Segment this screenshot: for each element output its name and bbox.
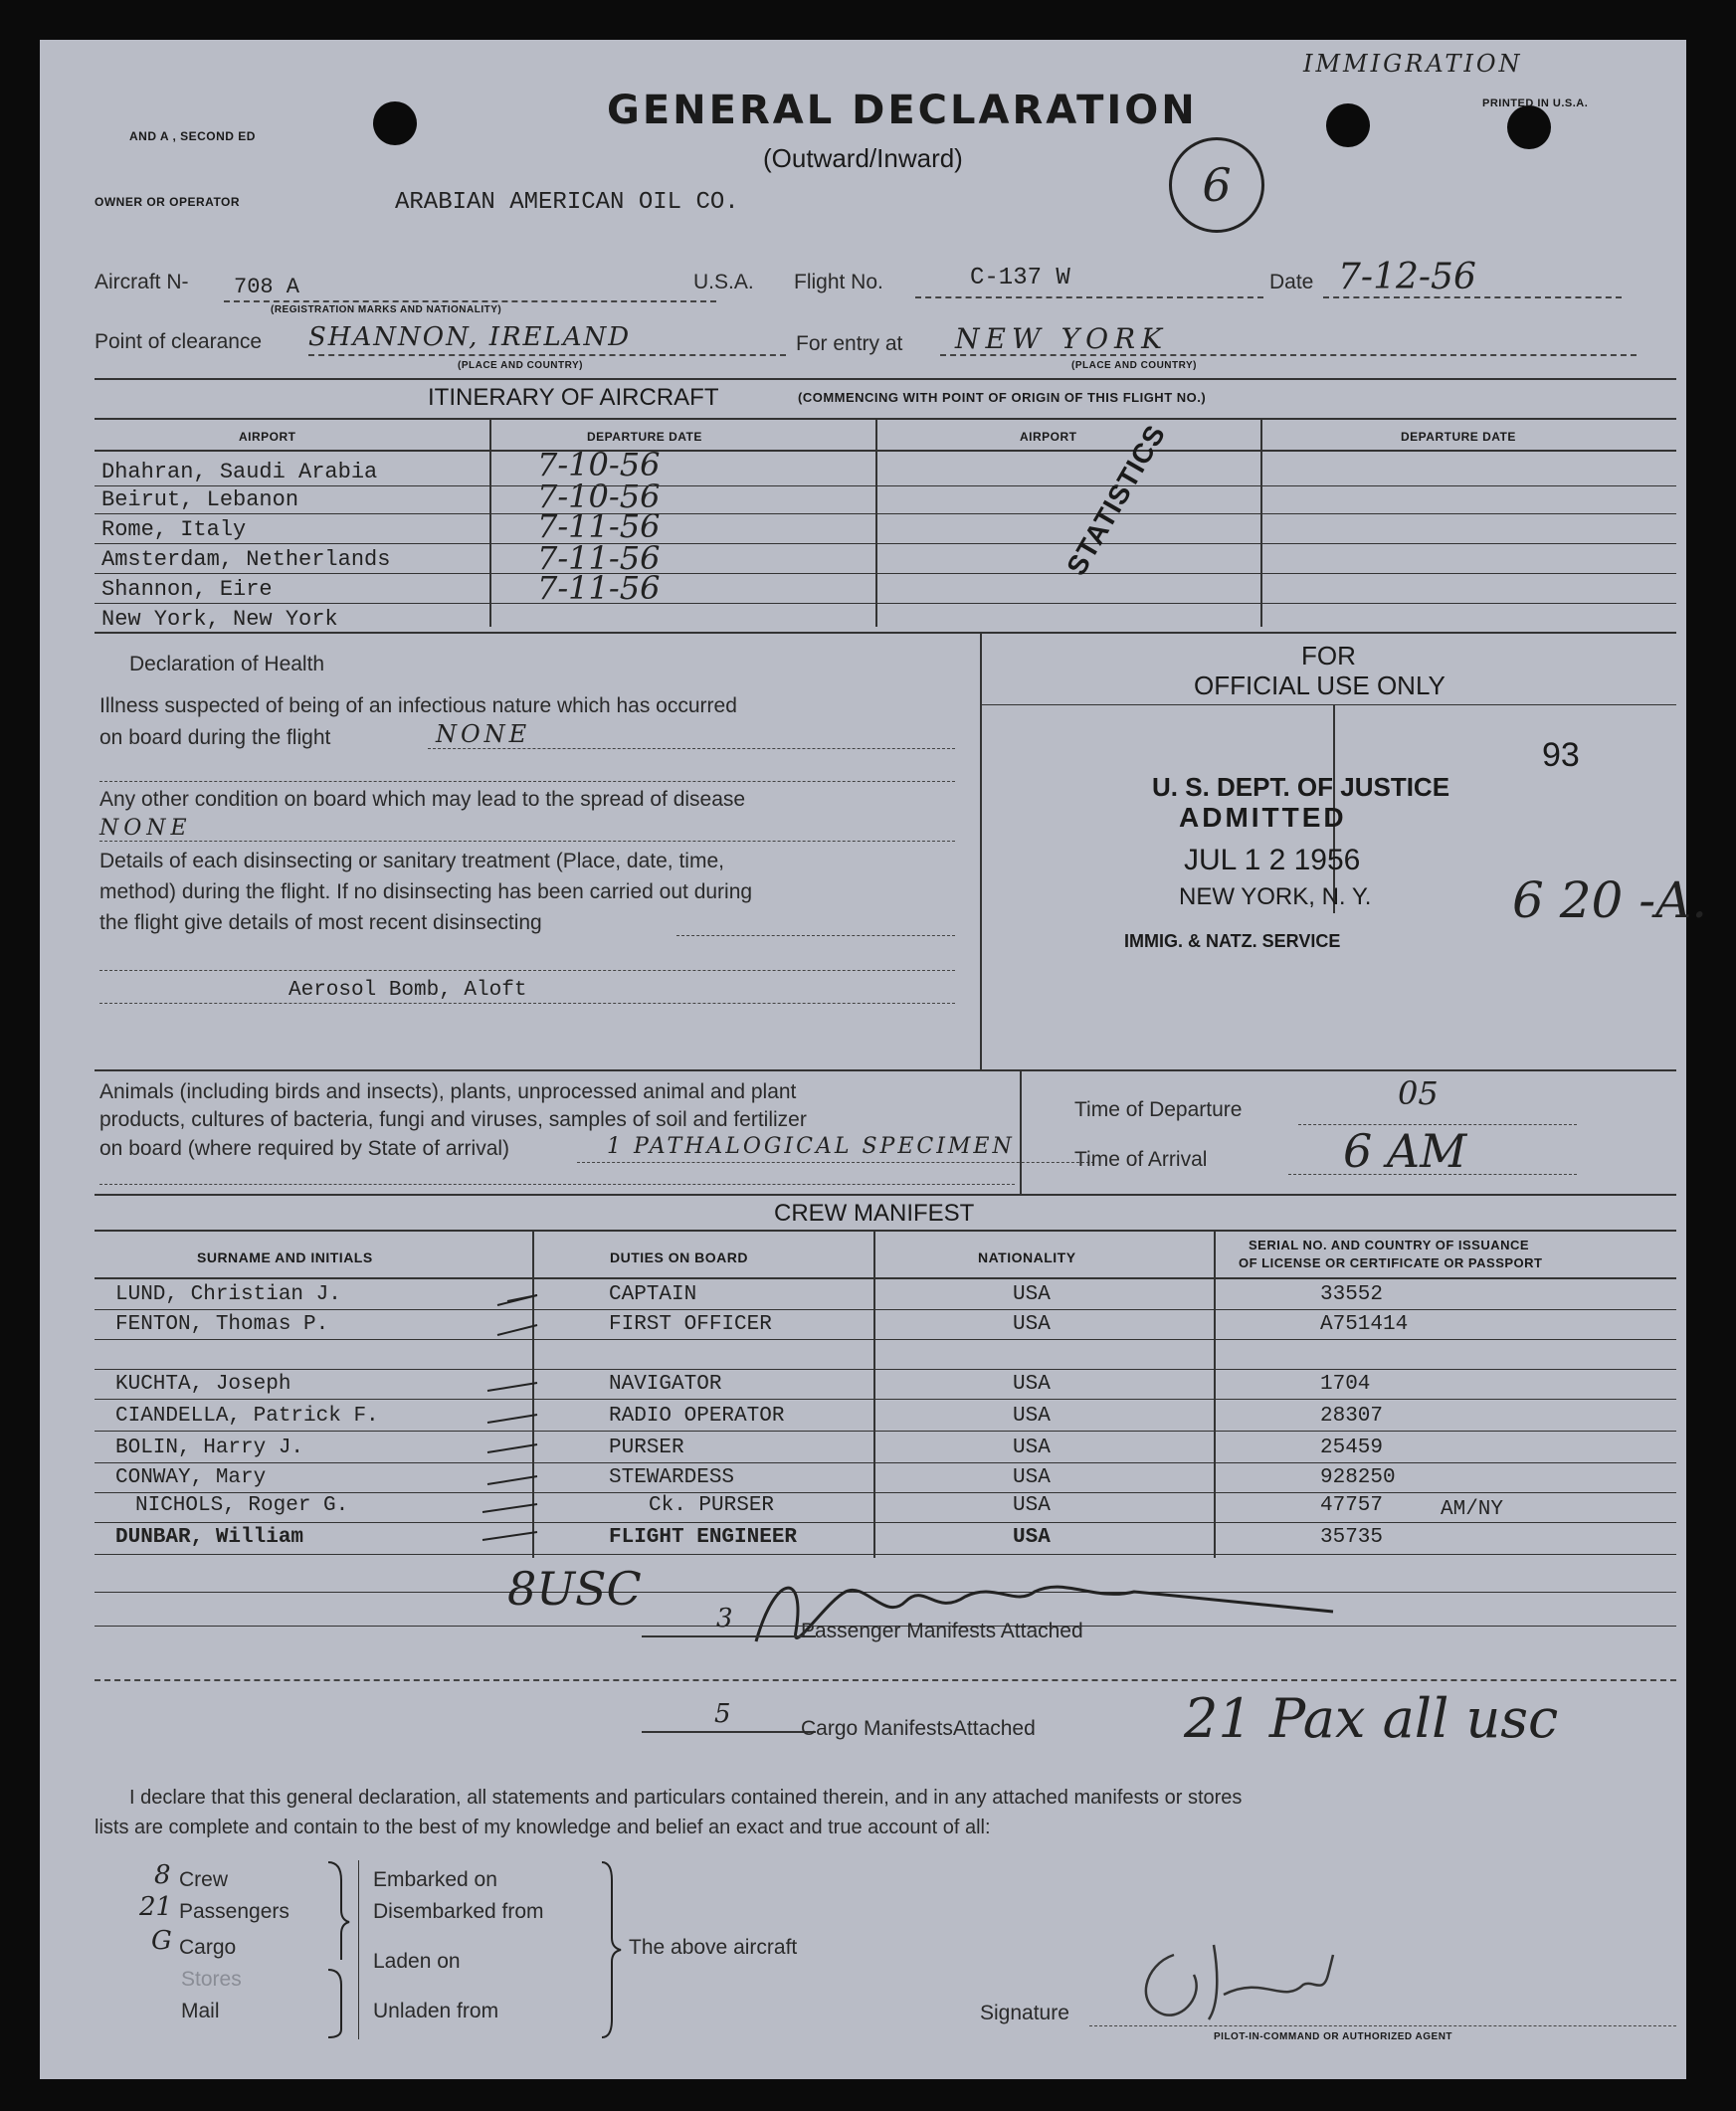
passenger-manifest-label: Passenger Manifests Attached <box>801 1620 1083 1642</box>
manifests-hand-note: 21 Pax all usc <box>1184 1687 1559 1750</box>
crew-nationality: USA <box>1013 1437 1051 1459</box>
aircraft-label: Aircraft N- <box>95 271 189 293</box>
cargo-manifest-label: Cargo ManifestsAttached <box>801 1717 1036 1740</box>
itinerary-date: 7-10-56 <box>537 446 661 483</box>
departure-value: 05 <box>1398 1074 1439 1112</box>
form-title: GENERAL DECLARATION <box>607 88 1198 133</box>
mail-label: Mail <box>181 2000 220 2022</box>
crew-nationality: USA <box>1013 1405 1051 1428</box>
crew-serial: 1704 <box>1320 1373 1371 1396</box>
cargo-count-label: Cargo <box>179 1936 237 1959</box>
entry-caption: (PLACE AND COUNTRY) <box>1071 360 1197 371</box>
crew-nationality: USA <box>1013 1283 1051 1306</box>
itinerary-date: 7-11-56 <box>537 507 661 545</box>
crew-nationality: USA <box>1013 1466 1051 1489</box>
crew-serial: 47757 <box>1320 1494 1384 1517</box>
laden-label: Laden on <box>373 1950 461 1973</box>
crew-col-serial-1: SERIAL NO. AND COUNTRY OF ISSUANCE <box>1249 1238 1530 1252</box>
col-airport-2: AIRPORT <box>1020 430 1077 444</box>
official-hand-note: 6 20 -A. <box>1512 871 1708 929</box>
health-a1: NONE <box>436 720 531 748</box>
registration-caption: (REGISTRATION MARKS AND NATIONALITY) <box>271 304 502 315</box>
crew-duty: FIRST OFFICER <box>609 1313 772 1336</box>
crew-extra: AM/NY <box>1441 1498 1504 1521</box>
signature-caption: PILOT-IN-COMMAND OR AUTHORIZED AGENT <box>1214 2031 1453 2042</box>
unladen-label: Unladen from <box>373 2000 499 2022</box>
embarked-label: Embarked on <box>373 1868 497 1891</box>
date-label: Date <box>1269 271 1314 293</box>
crew-serial: A751414 <box>1320 1313 1409 1336</box>
crew-duty: PURSER <box>609 1437 684 1459</box>
crew-duty: Ck. PURSER <box>649 1494 775 1517</box>
declaration-line-2: lists are complete and contain to the best of my knowledge and belief an exact and true account of all: <box>95 1817 991 1838</box>
health-a2: NONE <box>99 816 192 841</box>
punch-hole <box>373 101 417 145</box>
col-departure: DEPARTURE DATE <box>587 430 702 444</box>
crew-title: CREW MANIFEST <box>774 1200 975 1227</box>
crew-name: BOLIN, Harry J. <box>115 1437 304 1459</box>
declaration-line-1: I declare that this general declaration, all statements and particulars contained therein, and in any attached manifests or stores <box>129 1787 1243 1809</box>
health-q3-line3: the flight give details of most recent disinsecting <box>99 911 542 934</box>
crew-serial: 25459 <box>1320 1437 1384 1459</box>
itinerary-date: 7-11-56 <box>537 569 661 607</box>
crew-note: 8USC <box>507 1562 642 1616</box>
crew-duty: RADIO OPERATOR <box>609 1405 785 1428</box>
crew-nationality: USA <box>1013 1313 1051 1336</box>
crew-nationality: USA <box>1013 1494 1051 1517</box>
passenger-count-label: Passengers <box>179 1900 289 1923</box>
crew-name: NICHOLS, Roger G. <box>135 1494 349 1517</box>
form-page <box>40 40 1708 2079</box>
printed-note: PRINTED IN U.S.A. <box>1482 97 1589 109</box>
corner-fragment: AND A , SECOND ED <box>129 129 256 143</box>
itinerary-airport: Beirut, Lebanon <box>101 487 299 512</box>
cargo-count: G <box>151 1926 172 1956</box>
itinerary-airport: Amsterdam, Netherlands <box>101 547 391 572</box>
punch-hole <box>1507 105 1551 149</box>
brace-1 <box>323 1860 353 2039</box>
crew-count: 8 <box>154 1860 171 1890</box>
health-a3: Aerosol Bomb, Aloft <box>289 979 527 1002</box>
crew-nationality: USA <box>1013 1526 1051 1549</box>
crew-serial: 28307 <box>1320 1405 1384 1428</box>
health-q3-line1: Details of each disinsecting or sanitary treatment (Place, date, time, <box>99 850 724 872</box>
crew-duty: FLIGHT ENGINEER <box>609 1526 798 1549</box>
brace-2 <box>597 1860 627 2039</box>
stamp-line-2: ADMITTED <box>1179 802 1347 833</box>
itinerary-title: ITINERARY OF AIRCRAFT <box>428 384 719 411</box>
stores-label: Stores <box>181 1968 242 1991</box>
passenger-count: 21 <box>139 1892 173 1922</box>
animals-line-1: Animals (including birds and insects), plants, unprocessed animal and plant <box>99 1080 797 1103</box>
flight-label: Flight No. <box>794 271 883 293</box>
health-q2: Any other condition on board which may lead to the spread of disease <box>99 788 746 811</box>
animals-value: 1 PATHALOGICAL SPECIMEN <box>607 1134 1015 1159</box>
crew-col-nationality: NATIONALITY <box>978 1249 1076 1265</box>
clearance-value: SHANNON, IRELAND <box>308 322 632 352</box>
immigration-note: IMMIGRATION <box>1303 50 1523 78</box>
entry-value: NEW YORK <box>955 322 1169 355</box>
arrival-value: 6 AM <box>1343 1124 1467 1178</box>
health-q1-line1: Illness suspected of being of an infectious nature which has occurred <box>99 694 737 717</box>
stamp-line-5: IMMIG. & NATZ. SERVICE <box>1124 931 1341 951</box>
itinerary-airport: New York, New York <box>101 607 338 632</box>
passenger-manifest-count: 3 <box>716 1604 733 1633</box>
crew-name: CONWAY, Mary <box>115 1466 267 1489</box>
captain-signature <box>1124 1935 1363 2024</box>
stamp-line-1: U. S. DEPT. OF JUSTICE <box>1152 772 1450 802</box>
departure-label: Time of Departure <box>1074 1098 1243 1121</box>
crew-count-label: Crew <box>179 1868 229 1891</box>
official-title-1: FOR <box>1301 641 1356 671</box>
stamp-line-4: NEW YORK, N. Y. <box>1179 883 1372 910</box>
itinerary-date: 7-10-56 <box>537 478 661 515</box>
circled-number: 6 <box>1169 137 1264 233</box>
official-number: 93 <box>1542 736 1580 774</box>
statistics-stamp: STATISTICS <box>1061 419 1172 581</box>
crew-duty: STEWARDESS <box>609 1466 735 1489</box>
crew-check-marks <box>478 1283 597 1572</box>
crew-name: FENTON, Thomas P. <box>115 1313 329 1336</box>
crew-serial: 33552 <box>1320 1283 1384 1306</box>
clearance-label: Point of clearance <box>95 330 263 353</box>
owner-label: OWNER OR OPERATOR <box>95 195 241 209</box>
crew-duty: NAVIGATOR <box>609 1373 722 1396</box>
health-q3-line2: method) during the flight. If no disinsecting has been carried out during <box>99 880 753 903</box>
crew-serial: 35735 <box>1320 1526 1384 1549</box>
animals-line-3: on board (where required by State of arrival) <box>99 1137 510 1160</box>
country-value: U.S.A. <box>693 271 754 293</box>
flight-value: C-137 W <box>970 265 1070 291</box>
signature-label: Signature <box>980 2002 1069 2024</box>
animals-line-2: products, cultures of bacteria, fungi and viruses, samples of soil and fertilizer <box>99 1108 807 1131</box>
disembarked-label: Disembarked from <box>373 1900 544 1923</box>
itinerary-subtitle: (COMMENCING WITH POINT OF ORIGIN OF THIS FLIGHT NO.) <box>798 390 1207 405</box>
crew-serial: 928250 <box>1320 1466 1396 1489</box>
health-q1-line2: on board during the flight <box>99 726 331 749</box>
col-airport: AIRPORT <box>239 430 296 444</box>
crew-col-serial-2: OF LICENSE OR CERTIFICATE OR PASSPORT <box>1239 1255 1543 1270</box>
itinerary-airport: Shannon, Eire <box>101 577 273 602</box>
itinerary-airport: Dhahran, Saudi Arabia <box>101 460 378 484</box>
punch-hole <box>1326 103 1370 147</box>
crew-col-surname: SURNAME AND INITIALS <box>197 1249 373 1265</box>
aircraft-value: 708 A <box>234 275 300 299</box>
arrival-label: Time of Arrival <box>1074 1148 1208 1171</box>
health-title: Declaration of Health <box>129 653 325 675</box>
crew-signature-scrawl <box>736 1562 1353 1661</box>
official-title-2: OFFICIAL USE ONLY <box>1194 671 1446 700</box>
itinerary-date: 7-11-56 <box>537 539 661 577</box>
crew-name: CIANDELLA, Patrick F. <box>115 1405 379 1428</box>
crew-col-duties: DUTIES ON BOARD <box>610 1249 748 1265</box>
crew-nationality: USA <box>1013 1373 1051 1396</box>
form-subtitle: (Outward/Inward) <box>763 143 963 173</box>
crew-name: KUCHTA, Joseph <box>115 1373 291 1396</box>
cargo-manifest-count: 5 <box>714 1699 731 1729</box>
date-value: 7-12-56 <box>1338 257 1476 297</box>
stamp-line-3: JUL 1 2 1956 <box>1184 844 1361 876</box>
above-aircraft-label: The above aircraft <box>629 1936 798 1959</box>
owner-value: ARABIAN AMERICAN OIL CO. <box>395 189 739 216</box>
itinerary-airport: Rome, Italy <box>101 517 247 542</box>
crew-name: DUNBAR, William <box>115 1526 304 1549</box>
clearance-caption: (PLACE AND COUNTRY) <box>458 360 583 371</box>
entry-label: For entry at <box>796 332 903 355</box>
crew-name: LUND, Christian J. <box>115 1283 341 1306</box>
crew-duty: CAPTAIN <box>609 1283 697 1306</box>
col-departure-2: DEPARTURE DATE <box>1401 430 1516 444</box>
